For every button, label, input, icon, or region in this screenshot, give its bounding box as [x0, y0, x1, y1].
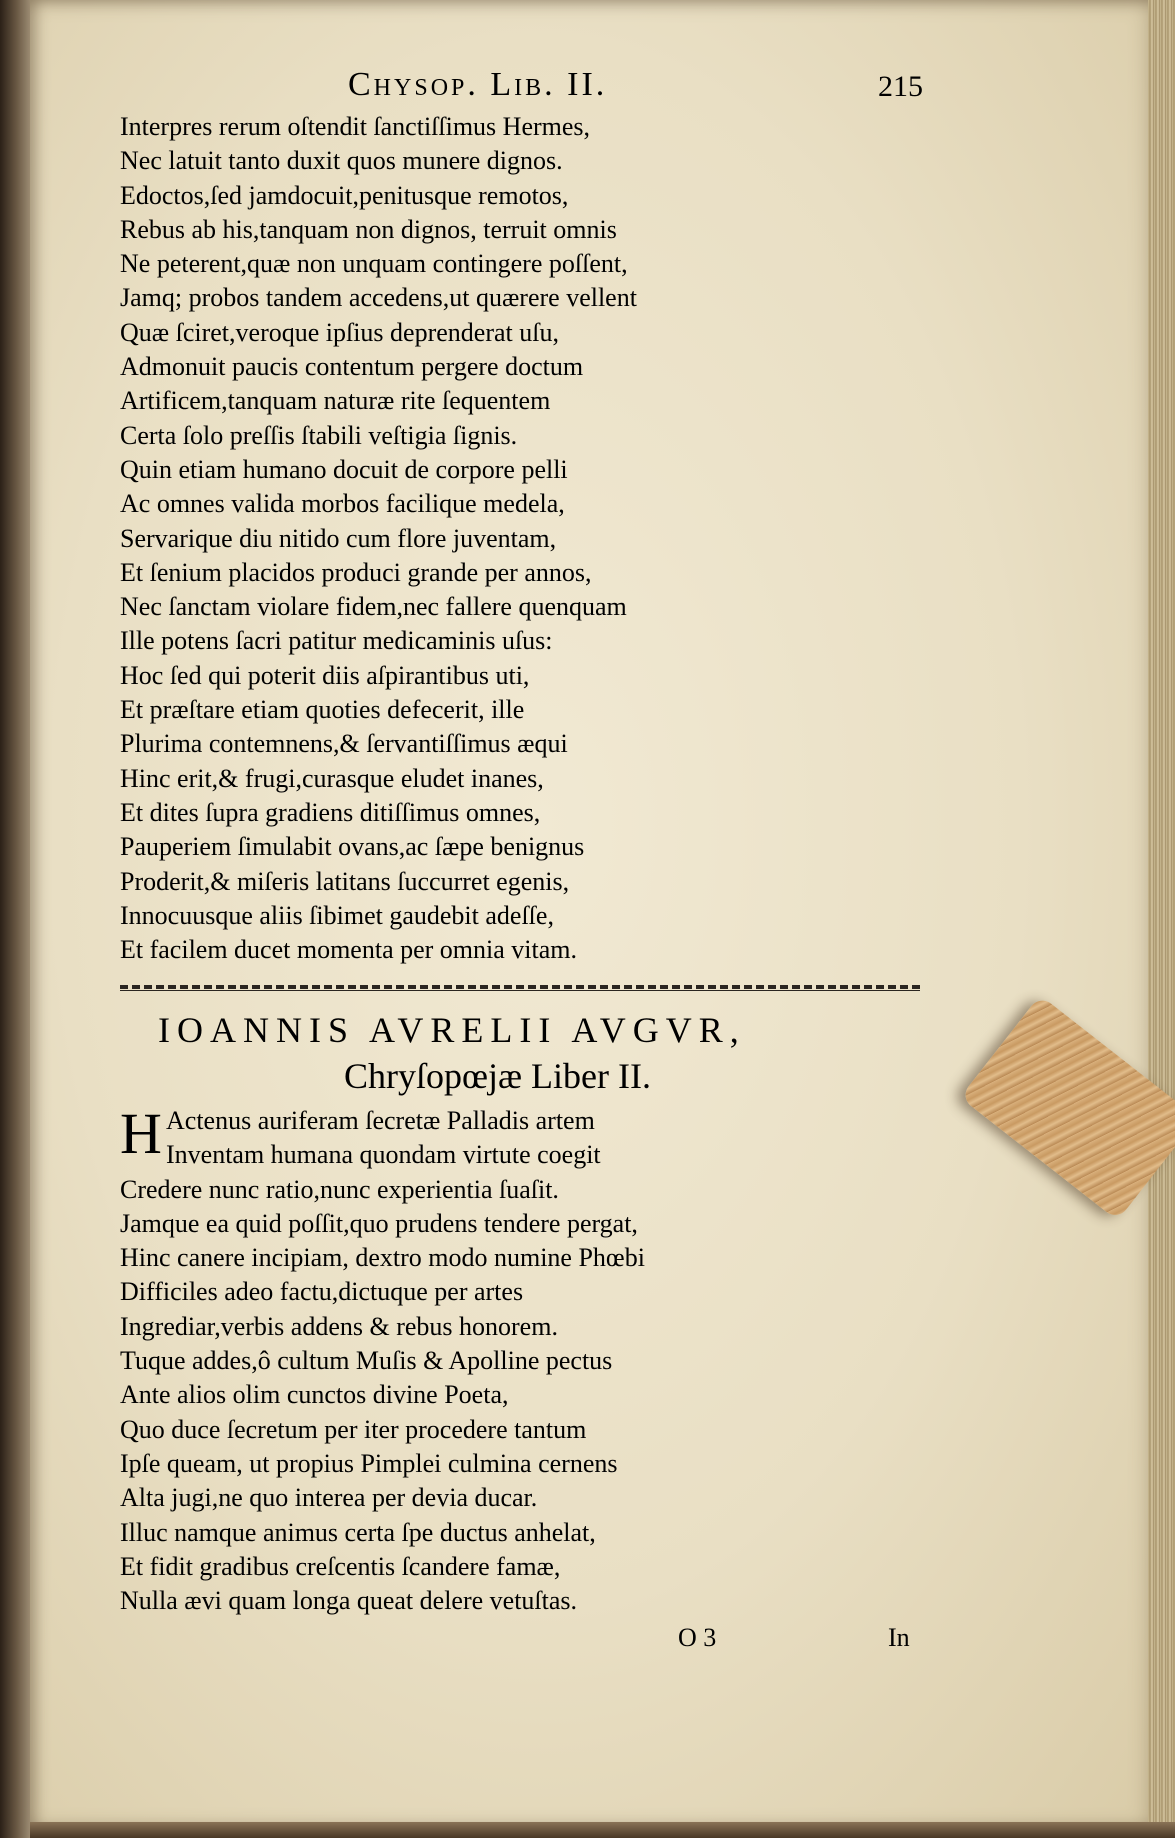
verse-line: Inventam humana quondam virtute coegit [166, 1140, 601, 1170]
verse-line: Admonuit paucis contentum pergere doctum [120, 352, 584, 382]
signature-mark: O 3 [678, 1623, 717, 1652]
verse-line: Jamq; probos tandem accedens,ut quærere vellent [120, 283, 637, 313]
verse-line: Et dites ſupra gradiens ditiſſimus omnes, [120, 797, 541, 827]
verse-line: Jamque ea quid poſſit,quo prudens tendere pergat, [120, 1208, 638, 1238]
verse-line: Difficiles adeo factu,dictuque per artes [120, 1277, 524, 1307]
drop-cap: H [120, 1101, 162, 1166]
section-heading-author: IOANNIS AVRELII AVGVR, [158, 1010, 746, 1050]
verse-line: Quæ ſciret,veroque ipſius deprenderat uſu, [120, 317, 559, 347]
verse-line: Et fidit gradibus creſcentis ſcandere famæ, [120, 1551, 561, 1581]
verse-line: Ante alios olim cunctos divine Poeta, [120, 1380, 509, 1410]
verse-line: Actenus auriferam ſecretæ Palladis artem [166, 1106, 595, 1135]
verse-line: Hoc ſed qui poterit diis aſpirantibus uti, [120, 660, 530, 690]
verse-line: Hinc erit,& frugi,curasque eludet inanes, [120, 763, 544, 793]
verse-line: Artificem,tanquam naturæ rite ſequentem [120, 386, 551, 416]
verse-line: Certa ſolo preſſis ſtabili veſtigia ſignis. [120, 420, 518, 450]
verse-line: Et præſtare etiam quoties defecerit, ille [120, 695, 525, 725]
section-divider-thin [120, 990, 920, 991]
verse-line: Ille potens ſacri patitur medicaminis uſus: [120, 626, 553, 656]
section-heading-title: Chryſopœjæ Liber II. [344, 1056, 651, 1096]
verse-line: Plurima contemnens,& ſervantiſſimus æqui [120, 729, 568, 759]
verse-line: Rebus ab his,tanquam non dignos, terruit omnis [120, 214, 617, 244]
catchword: In [888, 1623, 910, 1652]
verse-line: Quo duce ſecretum per iter procedere tantum [120, 1414, 587, 1444]
verse-line: Interpres rerum oſtendit ſanctiſſimus Hermes, [120, 112, 591, 141]
verse-line: Ipſe queam, ut propius Pimplei culmina cernens [120, 1448, 618, 1478]
section-divider [120, 985, 920, 989]
first-poem [120, 110, 637, 967]
verse-line: Ne peterent,quæ non unquam contingere poſſent, [120, 249, 628, 279]
running-head: Chysop. Lib. II. [348, 66, 608, 103]
verse-line: Nec ſanctam violare fidem,nec fallere quenquam [120, 592, 627, 622]
verse-line: Illuc namque animus certa ſpe ductus anhelat, [120, 1517, 596, 1547]
verse-line: Nulla ævi quam longa queat delere vetuſtas. [120, 1586, 578, 1616]
verse-line: Credere nunc ratio,nunc experientia ſuaſit. [120, 1174, 559, 1204]
verse-line: Et ſenium placidos produci grande per annos, [120, 557, 592, 587]
verse-line: Quin etiam humano docuit de corpore pelli [120, 454, 568, 484]
verse-line: Hinc canere incipiam, dextro modo numine Phœbi [120, 1243, 645, 1273]
verse-line: Tuque addes,ô cultum Muſis & Apolline pectus [120, 1346, 613, 1376]
verse-line: Innocuusque aliis ſibimet gaudebit adeſſe, [120, 900, 554, 930]
verse-line: Ac omnes valida morbos facilique medela, [120, 489, 565, 519]
verse-line: Proderit,& miſeris latitans ſuccurret egenis, [120, 866, 570, 896]
verse-line: Pauperiem ſimulabit ovans,ac ſæpe benignus [120, 832, 585, 862]
verse-line: Et facilem ducet momenta per omnia vitam. [120, 935, 578, 965]
verse-line: Alta jugi,ne quo interea per devia ducar. [120, 1483, 538, 1513]
verse-line: Ingrediar,verbis addens & rebus honorem. [120, 1311, 558, 1341]
verse-line: Servarique diu nitido cum flore juventam, [120, 523, 557, 553]
second-poem [120, 1101, 645, 1618]
page-edge-stack [1148, 0, 1175, 1838]
verse-line: Nec latuit tanto duxit quos munere dignos. [120, 146, 563, 176]
verse-line: Edoctos,ſed jamdocuit,penitusque remotos, [120, 180, 569, 210]
page-number: 215 [878, 70, 923, 103]
page-bottom-edge [30, 1822, 1175, 1838]
